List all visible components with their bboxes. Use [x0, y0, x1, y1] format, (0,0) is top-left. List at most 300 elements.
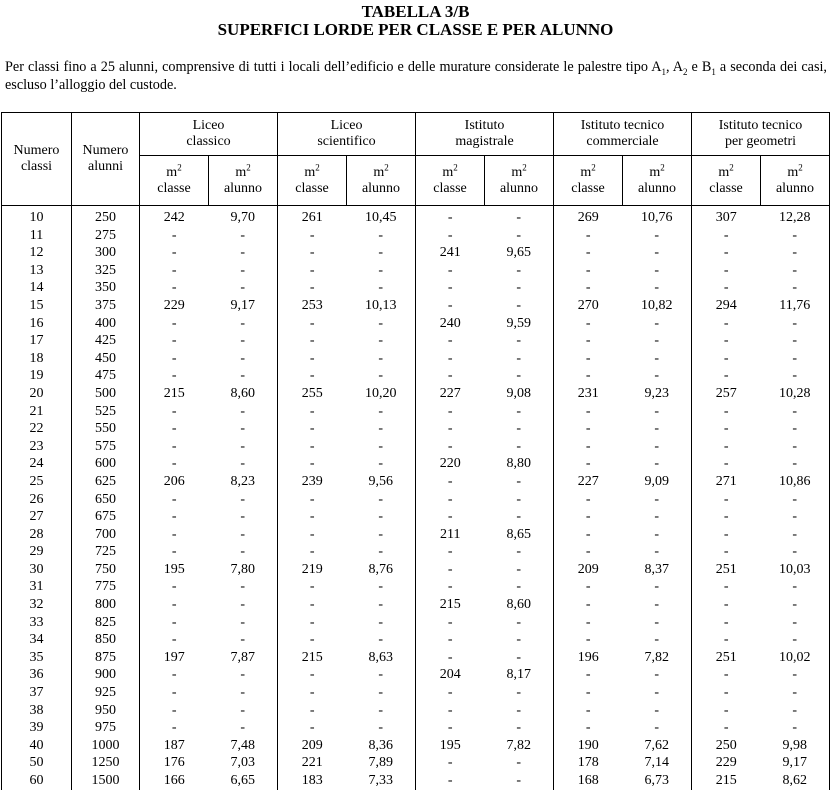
- table-cell: -: [416, 561, 485, 579]
- table-cell: -: [654, 456, 660, 472]
- subheader-unit-exponent: 2: [384, 161, 389, 172]
- table-cell: -: [516, 544, 522, 560]
- table-cell: -: [378, 350, 384, 366]
- table-cell: -: [378, 227, 384, 243]
- subheader-alunno-label: alunno: [499, 180, 539, 196]
- table-cell: 215: [692, 772, 761, 790]
- table-cell: 12: [2, 244, 72, 262]
- table-cell: 12,28: [761, 206, 830, 227]
- header-group-istituto-magistrale: [416, 113, 554, 156]
- table-cell: -: [278, 491, 347, 509]
- table-cell: -: [378, 333, 384, 349]
- table-cell: -: [240, 632, 246, 648]
- table-cell: -: [692, 350, 761, 368]
- table-cell: 37: [2, 684, 72, 702]
- table-row: [2, 385, 830, 403]
- table-cell: -: [654, 632, 660, 648]
- table-cell: -: [516, 509, 522, 525]
- table-row: [2, 561, 830, 579]
- table-cell: -: [140, 350, 209, 368]
- table-cell: 253: [278, 297, 347, 315]
- table-cell: 350: [72, 279, 140, 297]
- table-cell: 229: [140, 297, 209, 315]
- table-cell: 10,76: [641, 210, 673, 225]
- table-cell: -: [654, 526, 660, 542]
- table-cell: -: [240, 491, 246, 507]
- table-cell: 8,65: [506, 526, 532, 542]
- table-cell: 251: [692, 561, 761, 579]
- table-cell: -: [692, 455, 761, 473]
- table-cell: 10: [2, 206, 72, 227]
- subheader-m2-alunno: [209, 156, 278, 206]
- subheader-unit: m: [649, 164, 661, 180]
- table-cell: -: [140, 614, 209, 632]
- table-cell: -: [140, 438, 209, 456]
- table-cell: 23: [2, 438, 72, 456]
- table-subtitle: SUPERFICI LORDE PER CLASSE E PER ALUNNO: [217, 20, 614, 39]
- table-cell: -: [554, 438, 623, 456]
- table-cell: 800: [72, 596, 140, 614]
- table-cell: 7,48: [230, 737, 255, 753]
- table-cell: 9,59: [506, 315, 532, 331]
- table-cell: -: [278, 367, 347, 385]
- table-cell: -: [278, 596, 347, 614]
- table-cell: 50: [2, 754, 72, 772]
- table-cell: -: [140, 631, 209, 649]
- table-cell: -: [378, 456, 384, 472]
- table-cell: -: [416, 508, 485, 526]
- table-cell: 16: [2, 315, 72, 333]
- table-cell: 900: [72, 666, 140, 684]
- table-cell: 8,23: [230, 473, 255, 489]
- table-cell: -: [692, 666, 761, 684]
- table-cell: -: [278, 526, 347, 544]
- table-cell: -: [761, 438, 830, 456]
- table-cell: 215: [278, 649, 347, 667]
- table-row: [2, 262, 830, 280]
- header-group-line1: Istituto: [464, 118, 505, 133]
- table-cell: -: [378, 509, 384, 525]
- table-cell: -: [240, 685, 246, 701]
- table-row: [2, 455, 830, 473]
- table-cell: 204: [416, 666, 485, 684]
- table-cell: -: [654, 491, 660, 507]
- header-group-line2: commerciale: [586, 134, 659, 149]
- table-cell: 27: [2, 508, 72, 526]
- table-cell: -: [378, 491, 384, 507]
- table-cell: 425: [72, 332, 140, 350]
- table-cell: -: [761, 315, 830, 333]
- table-cell: -: [140, 684, 209, 702]
- table-cell: 7,89: [368, 755, 394, 771]
- table-row: [2, 491, 830, 509]
- table-cell: -: [554, 403, 623, 421]
- subheader-unit-exponent: 2: [315, 161, 320, 172]
- table-cell: 166: [140, 772, 209, 790]
- intro-sub-2: 2: [683, 66, 688, 77]
- table-cell: -: [240, 421, 246, 437]
- table-cell: 775: [72, 578, 140, 596]
- table-cell: -: [554, 227, 623, 245]
- table-cell: -: [761, 244, 830, 262]
- table-cell: -: [378, 368, 384, 384]
- table-cell: 6,73: [644, 773, 670, 788]
- table-cell: -: [654, 421, 660, 437]
- table-cell: 10,28: [761, 385, 830, 403]
- table-cell: -: [240, 720, 246, 736]
- table-cell: -: [761, 508, 830, 526]
- table-cell: 196: [554, 649, 623, 667]
- table-cell: 38: [2, 702, 72, 720]
- table-cell: -: [554, 614, 623, 632]
- table-cell: -: [416, 332, 485, 350]
- table-cell: -: [692, 526, 761, 544]
- table-cell: -: [516, 280, 522, 296]
- subheader-unit-exponent: 2: [591, 161, 596, 172]
- table-cell: -: [140, 262, 209, 280]
- header-group-line1: Istituto tecnico: [580, 118, 665, 133]
- table-cell: -: [240, 245, 246, 261]
- table-cell: -: [278, 508, 347, 526]
- table-cell: -: [278, 578, 347, 596]
- intro-text-part1: Per classi fino a 25 alunni, comprensive di tutti i locali dell’edificio e delle murature considerate le palestre tipo A: [5, 59, 662, 75]
- table-cell: 9,23: [644, 385, 670, 401]
- table-cell: -: [140, 244, 209, 262]
- table-cell: -: [654, 280, 660, 296]
- table-cell: 1000: [72, 737, 140, 755]
- table-cell: -: [761, 666, 830, 684]
- table-cell: 8,76: [368, 561, 394, 577]
- table-cell: -: [516, 702, 522, 718]
- table-cell: -: [761, 543, 830, 561]
- table-cell: 9,09: [644, 473, 670, 489]
- table-cell: 36: [2, 666, 72, 684]
- table-cell: 8,37: [644, 561, 670, 577]
- table-cell: -: [554, 508, 623, 526]
- table-row: [2, 526, 830, 544]
- table-cell: -: [278, 420, 347, 438]
- table-cell: -: [416, 438, 485, 456]
- table-cell: 29: [2, 543, 72, 561]
- table-cell: -: [692, 543, 761, 561]
- subheader-unit: m: [235, 164, 247, 180]
- table-cell: -: [416, 754, 485, 772]
- table-cell: -: [240, 280, 246, 296]
- subheader-classe-label: classe: [157, 180, 191, 196]
- table-cell: -: [654, 227, 660, 243]
- table-cell: -: [516, 755, 522, 771]
- table-cell: 183: [278, 772, 347, 790]
- table-cell: -: [692, 578, 761, 596]
- table-cell: -: [761, 350, 830, 368]
- table-cell: 209: [554, 561, 623, 579]
- table-cell: -: [240, 456, 246, 472]
- intro-text-part2: , A: [665, 59, 683, 75]
- table-cell: -: [416, 206, 485, 227]
- table-cell: 675: [72, 508, 140, 526]
- table-cell: -: [240, 579, 246, 595]
- subheader-unit: m: [166, 164, 178, 180]
- table-cell: -: [554, 350, 623, 368]
- table-cell: -: [378, 544, 384, 560]
- table-cell: -: [240, 544, 246, 560]
- table-cell: -: [416, 473, 485, 491]
- table-cell: -: [240, 702, 246, 718]
- table-cell: 375: [72, 297, 140, 315]
- subheader-unit: m: [304, 164, 316, 180]
- table-cell: -: [554, 332, 623, 350]
- table-cell: 450: [72, 350, 140, 368]
- table-cell: 229: [692, 754, 761, 772]
- table-cell: -: [278, 315, 347, 333]
- table-cell: -: [240, 227, 246, 243]
- table-row: [2, 473, 830, 491]
- table-cell: 168: [554, 772, 623, 790]
- table-cell: -: [278, 702, 347, 720]
- table-cell: 33: [2, 614, 72, 632]
- table-cell: 10,02: [761, 649, 830, 667]
- table-cell: -: [761, 403, 830, 421]
- table-cell: -: [554, 420, 623, 438]
- table-cell: -: [240, 597, 246, 613]
- subheader-unit-exponent: 2: [522, 161, 527, 172]
- table-cell: 7,87: [230, 649, 255, 665]
- table-cell: 215: [416, 596, 485, 614]
- table-cell: 39: [2, 719, 72, 737]
- table-cell: -: [516, 421, 522, 437]
- table-cell: 525: [72, 403, 140, 421]
- table-cell: 7,62: [644, 737, 670, 753]
- subheader-unit: m: [718, 164, 730, 180]
- table-cell: -: [140, 719, 209, 737]
- table-cell: 550: [72, 420, 140, 438]
- table-cell: 206: [140, 473, 209, 491]
- table-cell: -: [240, 262, 246, 278]
- table-cell: 600: [72, 455, 140, 473]
- table-cell: 240: [416, 315, 485, 333]
- header-group-line1: Liceo: [330, 118, 363, 133]
- table-cell: 294: [692, 297, 761, 315]
- surface-table: [1, 112, 830, 790]
- intro-text-part4: a seconda dei casi, escluso l’alloggio del custode.: [5, 59, 827, 93]
- table-row: [2, 684, 830, 702]
- table-cell: -: [761, 719, 830, 737]
- table-row: [2, 315, 830, 333]
- table-cell: -: [516, 579, 522, 595]
- table-row: [2, 719, 830, 737]
- subheader-alunno-label: alunno: [637, 180, 677, 196]
- table-cell: 9,65: [506, 245, 532, 261]
- table-cell: -: [516, 297, 522, 313]
- subheader-unit: m: [442, 164, 454, 180]
- table-cell: 1250: [72, 754, 140, 772]
- table-cell: -: [140, 332, 209, 350]
- table-cell: -: [761, 702, 830, 720]
- table-cell: -: [554, 596, 623, 614]
- table-cell: -: [240, 403, 246, 419]
- table-cell: 187: [140, 737, 209, 755]
- table-cell: -: [692, 702, 761, 720]
- table-cell: -: [240, 614, 246, 630]
- subheader-unit-exponent: 2: [246, 161, 251, 172]
- table-cell: -: [140, 420, 209, 438]
- table-cell: -: [140, 455, 209, 473]
- table-cell: -: [140, 367, 209, 385]
- table-cell: 575: [72, 438, 140, 456]
- table-cell: -: [761, 526, 830, 544]
- table-cell: -: [278, 262, 347, 280]
- table-cell: -: [654, 262, 660, 278]
- table-row: [2, 614, 830, 632]
- table-cell: 7,14: [644, 755, 670, 771]
- table-cell: -: [654, 720, 660, 736]
- table-cell: -: [516, 720, 522, 736]
- table-cell: -: [692, 315, 761, 333]
- table-cell: 8,63: [368, 649, 394, 665]
- table-cell: -: [554, 666, 623, 684]
- header-numero-alunni-line1: Numero: [82, 143, 129, 158]
- table-cell: 221: [278, 754, 347, 772]
- header-numero-alunni: [72, 113, 140, 206]
- table-cell: 9,56: [368, 473, 394, 489]
- table-cell: 9,17: [230, 297, 255, 313]
- table-cell: -: [416, 543, 485, 561]
- table-cell: -: [654, 685, 660, 701]
- table-cell: -: [278, 227, 347, 245]
- table-cell: 255: [278, 385, 347, 403]
- table-cell: 178: [554, 754, 623, 772]
- table-cell: 215: [140, 385, 209, 403]
- header-group-line1: Istituto tecnico: [718, 118, 803, 133]
- subheader-m2-classe: [140, 156, 209, 206]
- table-cell: -: [692, 438, 761, 456]
- table-cell: -: [416, 279, 485, 297]
- table-cell: -: [278, 455, 347, 473]
- table-cell: 251: [692, 649, 761, 667]
- table-cell: -: [516, 491, 522, 507]
- subheader-m2-alunno: [761, 156, 830, 206]
- table-cell: -: [140, 315, 209, 333]
- table-cell: -: [240, 438, 246, 454]
- table-cell: 242: [140, 206, 209, 227]
- table-cell: -: [516, 262, 522, 278]
- table-cell: -: [692, 227, 761, 245]
- subheader-classe-label: classe: [295, 180, 329, 196]
- table-cell: -: [554, 279, 623, 297]
- subheader-unit: m: [511, 164, 523, 180]
- table-row: [2, 403, 830, 421]
- table-cell: -: [761, 420, 830, 438]
- table-cell: -: [416, 772, 485, 790]
- table-cell: 10,45: [365, 210, 397, 225]
- table-cell: -: [516, 614, 522, 630]
- table-cell: -: [278, 684, 347, 702]
- table-cell: -: [140, 491, 209, 509]
- table-cell: 220: [416, 455, 485, 473]
- table-cell: -: [140, 526, 209, 544]
- table-cell: -: [278, 543, 347, 561]
- table-row: [2, 772, 830, 790]
- table-cell: 15: [2, 297, 72, 315]
- table-row: [2, 420, 830, 438]
- table-cell: -: [692, 596, 761, 614]
- table-cell: -: [516, 561, 522, 577]
- table-cell: 11,76: [761, 297, 830, 315]
- table-row: [2, 596, 830, 614]
- table-cell: -: [692, 631, 761, 649]
- table-cell: -: [416, 684, 485, 702]
- table-cell: -: [416, 649, 485, 667]
- table-cell: -: [554, 684, 623, 702]
- table-cell: -: [378, 526, 384, 542]
- table-cell: 250: [692, 737, 761, 755]
- table-cell: -: [378, 245, 384, 261]
- table-cell: -: [378, 614, 384, 630]
- table-cell: 7,03: [230, 755, 255, 771]
- table-cell: -: [516, 438, 522, 454]
- table-cell: 7,80: [230, 561, 255, 577]
- table-cell: 227: [554, 473, 623, 491]
- subheader-m2-classe: [278, 156, 347, 206]
- table-cell: -: [516, 649, 522, 665]
- table-cell: -: [378, 403, 384, 419]
- table-cell: 9,08: [506, 385, 532, 401]
- table-cell: -: [416, 614, 485, 632]
- table-row: [2, 631, 830, 649]
- subheader-alunno-label: alunno: [361, 180, 401, 196]
- table-cell: 40: [2, 737, 72, 755]
- table-cell: 30: [2, 561, 72, 579]
- table-cell: 22: [2, 420, 72, 438]
- table-cell: 195: [416, 737, 485, 755]
- table-cell: -: [516, 210, 522, 225]
- table-cell: 10,86: [761, 473, 830, 491]
- table-cell: 325: [72, 262, 140, 280]
- header-numero-alunni-line2: alunni: [88, 159, 123, 174]
- table-cell: -: [278, 350, 347, 368]
- table-cell: -: [516, 473, 522, 489]
- table-cell: 307: [692, 206, 761, 227]
- table-row: [2, 297, 830, 315]
- header-group-istituto-tecnico-geometri: [692, 113, 830, 156]
- table-cell: -: [554, 262, 623, 280]
- subheader-unit: m: [787, 164, 799, 180]
- table-cell: 13: [2, 262, 72, 280]
- table-cell: -: [416, 350, 485, 368]
- table-cell: -: [692, 491, 761, 509]
- table-cell: -: [378, 315, 384, 331]
- table-cell: 10,20: [365, 385, 397, 401]
- table-cell: 190: [554, 737, 623, 755]
- table-cell: -: [416, 578, 485, 596]
- subheader-classe-label: classe: [433, 180, 467, 196]
- subheader-unit-exponent: 2: [177, 161, 182, 172]
- table-cell: -: [140, 279, 209, 297]
- table-cell: -: [554, 491, 623, 509]
- table-cell: -: [378, 632, 384, 648]
- table-cell: -: [378, 720, 384, 736]
- header-group-line2: classico: [186, 134, 231, 149]
- table-cell: 211: [416, 526, 485, 544]
- table-cell: -: [692, 420, 761, 438]
- table-cell: -: [692, 403, 761, 421]
- table-cell: -: [554, 631, 623, 649]
- table-cell: -: [692, 262, 761, 280]
- table-cell: 9,17: [761, 754, 830, 772]
- table-cell: -: [278, 719, 347, 737]
- table-cell: 475: [72, 367, 140, 385]
- table-cell: 26: [2, 491, 72, 509]
